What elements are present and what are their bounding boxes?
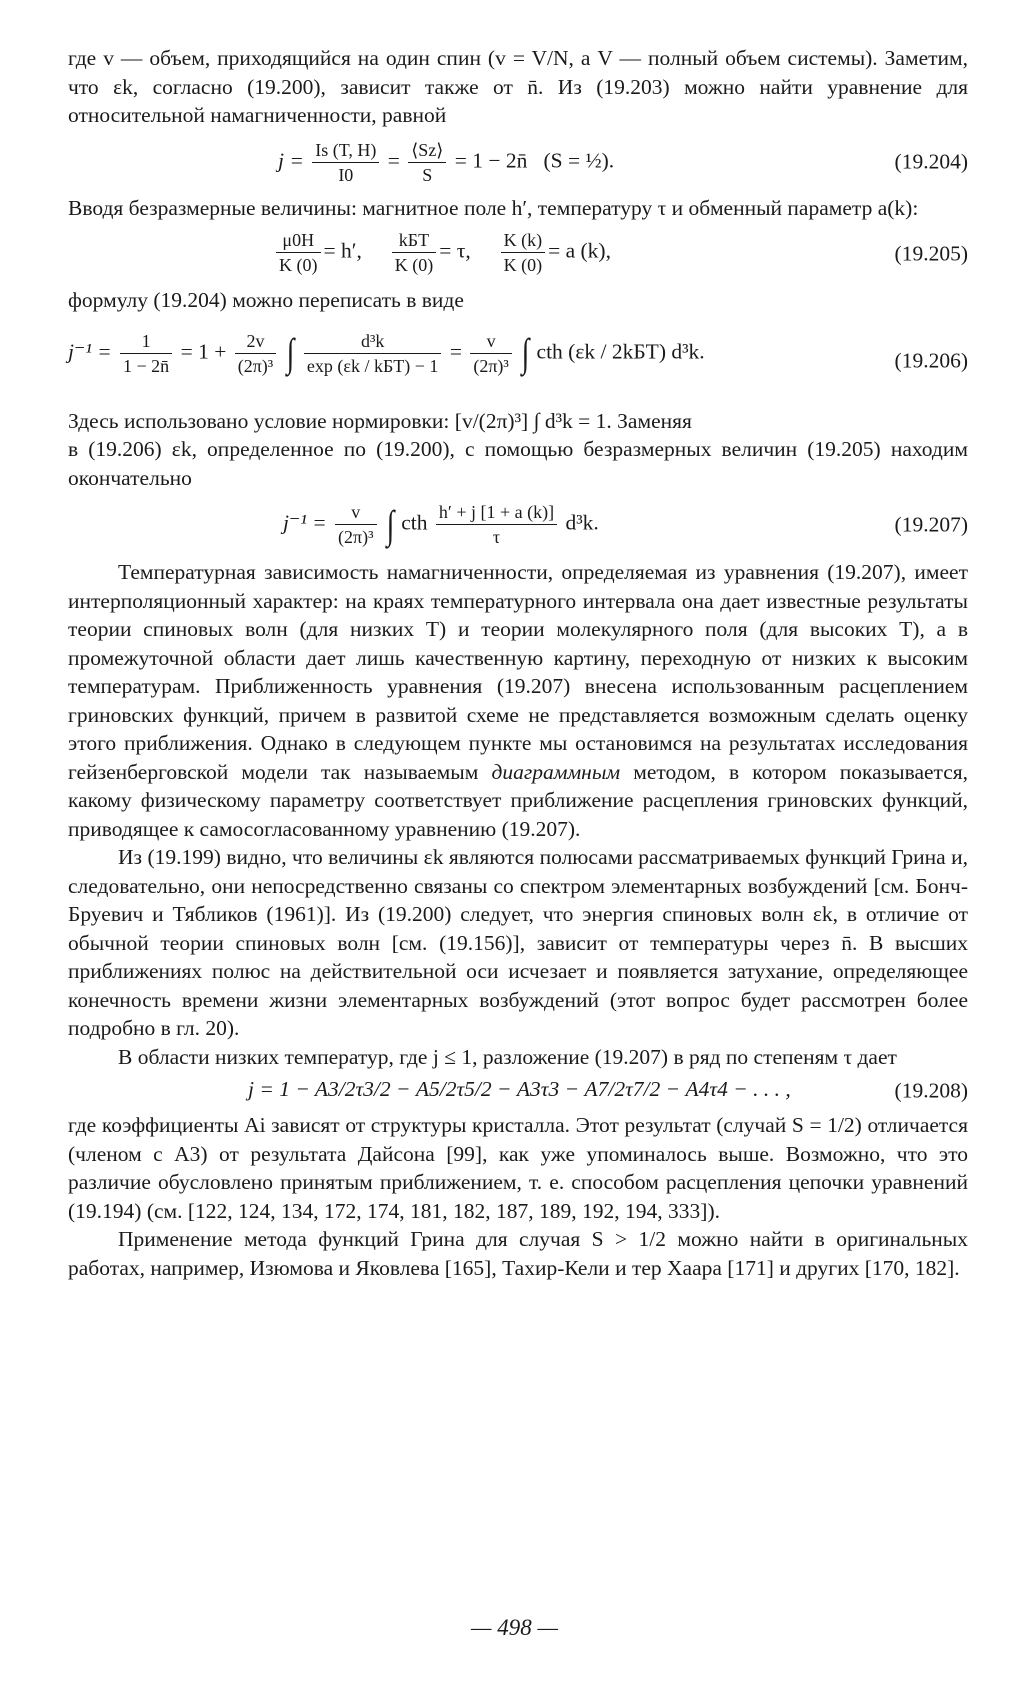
eq206-number: (19.206): [894, 348, 968, 372]
page-number: — 498 —: [471, 1615, 558, 1640]
paragraph-rewrite: формулу (19.204) можно переписать в виде: [68, 288, 464, 312]
eq204-frac2: $\frac{⟨Sz⟩}{S}$: [408, 138, 446, 187]
eq207-number: (19.207): [894, 512, 968, 537]
eq205-number: (19.205): [894, 241, 968, 266]
integral-sign: ∫: [521, 330, 530, 375]
integral-sign: ∫: [386, 501, 395, 547]
equation-19-205: $\frac{\mu 0H}{K (0)}$ = h′, $\frac{\text{kБT}}{K (0)}$ = τ, $\frac{K (k)}{K (0)}$ = a (k), (19.205): [68, 222, 968, 286]
paragraph-temperature-dependence: Температурная зависимость намагниченности, определяемая из уравнения (19.207), имеет интерполяционный характер: на краях температурного интервала она дает известные результаты теории спиновых волн (для низких T) и теории молекулярного поля (для высоких T), а в промежуточной области дает лишь качественную картину, переходную от низких к высоким температурам. Приближенность уравнения (19.207) внесена использованным расцеплением гриновских функций, причем в развитой схеме не представляется возможным сделать оценку этого приближения. Однако в следующем пункте мы остановимся на результатах исследования гейзенберговской модели так называемым диаграммным методом, в котором показывается, какому физическому параметру соответствует приближение расцепления гриновских функций, приводящее к самосогласованному уравнению (19.207).: [68, 560, 969, 841]
equation-19-204: j = $\frac{Is (T, H)}{I0}$ = $\frac{⟨Sz⟩}{S}$ = 1 − 2n̄ (S = ½). (19.204): [278, 139, 968, 185]
paragraph-normalization: Здесь использовано условие нормировки: [v/(2π)³] ∫ d³k = 1. Заменяя: [68, 408, 692, 433]
paragraph-substitution: в (19.206) εk, определенное по (19.200), с помощью безразмерных величин (19.205) находим окончательно: [68, 437, 968, 490]
paragraph-green-method: Применение метода функций Грина для случая S > 1/2 можно найти в оригинальных работах, например, Изюмова и Яковлева [165], Тахир-Кели и тер Хаара [171] и других [170, 182].: [68, 1227, 968, 1280]
eq204-frac1: $\frac{Is (T, H)}{I0}$: [312, 138, 379, 187]
equation-19-206: j⁻¹ = $\frac{1}{1 - 2n̄}$ = 1 + $\frac{2v}{\text{(2π)³}}$ ∫ $\frac{\text{d³k}}{\text{exp (εk / kБT) − 1}}$ = $\frac{v}{\text{(2π)³}}$ ∫ cth (εk / 2kБT) d³k. (19.206): [68, 330, 968, 376]
equation-19-207: j⁻¹ = $\frac{v}{\text{(2π)³}}$ ∫ cth $\frac{h' + j [1 + a (k)]}{\tau}$ d³k. (19.207): [283, 501, 968, 547]
paragraph-low-temperature: В области низких температур, где j ≤ 1, разложение (19.207) в ряд по степеням τ дает: [118, 1044, 897, 1069]
equation-19-208: j = 1 − A3/2τ3/2 − A5/2τ5/2 − A3τ3 − A7/2τ7/2 − A4τ4 − . . . , (19.208): [248, 1077, 968, 1103]
eq208-number: (19.208): [894, 1078, 968, 1103]
paragraph-poles: Из (19.199) видно, что величины εk являются полюсами рассматриваемых функций Грина и, следовательно, они непосредственно связаны со спектром элементарных возбуждений [см. Бонч-Бруевич и Тябликов (1961)]. Из (19.200) следует, что энергия спиновых волн εk, в отличие от обычной теории спиновых волн [см. (19.156)], зависит от температуры через n̄. В высших приближениях полюс на действительной оси исчезает и появляется затухание, определяющее конечность времени жизни элементарных возбуждений (этот вопрос будет рассмотрен более подробно в гл. 20).: [68, 845, 968, 1040]
paragraph-coefficients: где коэффициенты Ai зависят от структуры кристалла. Этот результат (случай S = 1/2) отличается (членом с A3) от результата Дайсона [99], как уже упоминалось выше. Возможно, что это различие обусловлено принятым приближением, т. е. способом расцепления цепочки уравнений (19.194) (см. [122, 124, 134, 172, 174, 181, 182, 187, 189, 192, 194, 333]).: [68, 1113, 968, 1223]
eq204-number: (19.204): [894, 149, 968, 173]
page-content: [68, 44, 968, 1282]
paragraph-dimensionless: Вводя безразмерные величины: магнитное поле h′, температуру τ и обменный параметр a(k):: [68, 195, 919, 220]
eq204-lhs: j =: [278, 147, 304, 172]
paragraph-intro: где v — объем, приходящийся на один спин (v = V/N, а V — полный объем системы). Заметим, что εk, согласно (19.200), зависит также от n̄. Из (19.203) можно найти уравнение для относительной намагниченности, равной: [68, 46, 968, 127]
integral-sign: ∫: [286, 330, 294, 375]
